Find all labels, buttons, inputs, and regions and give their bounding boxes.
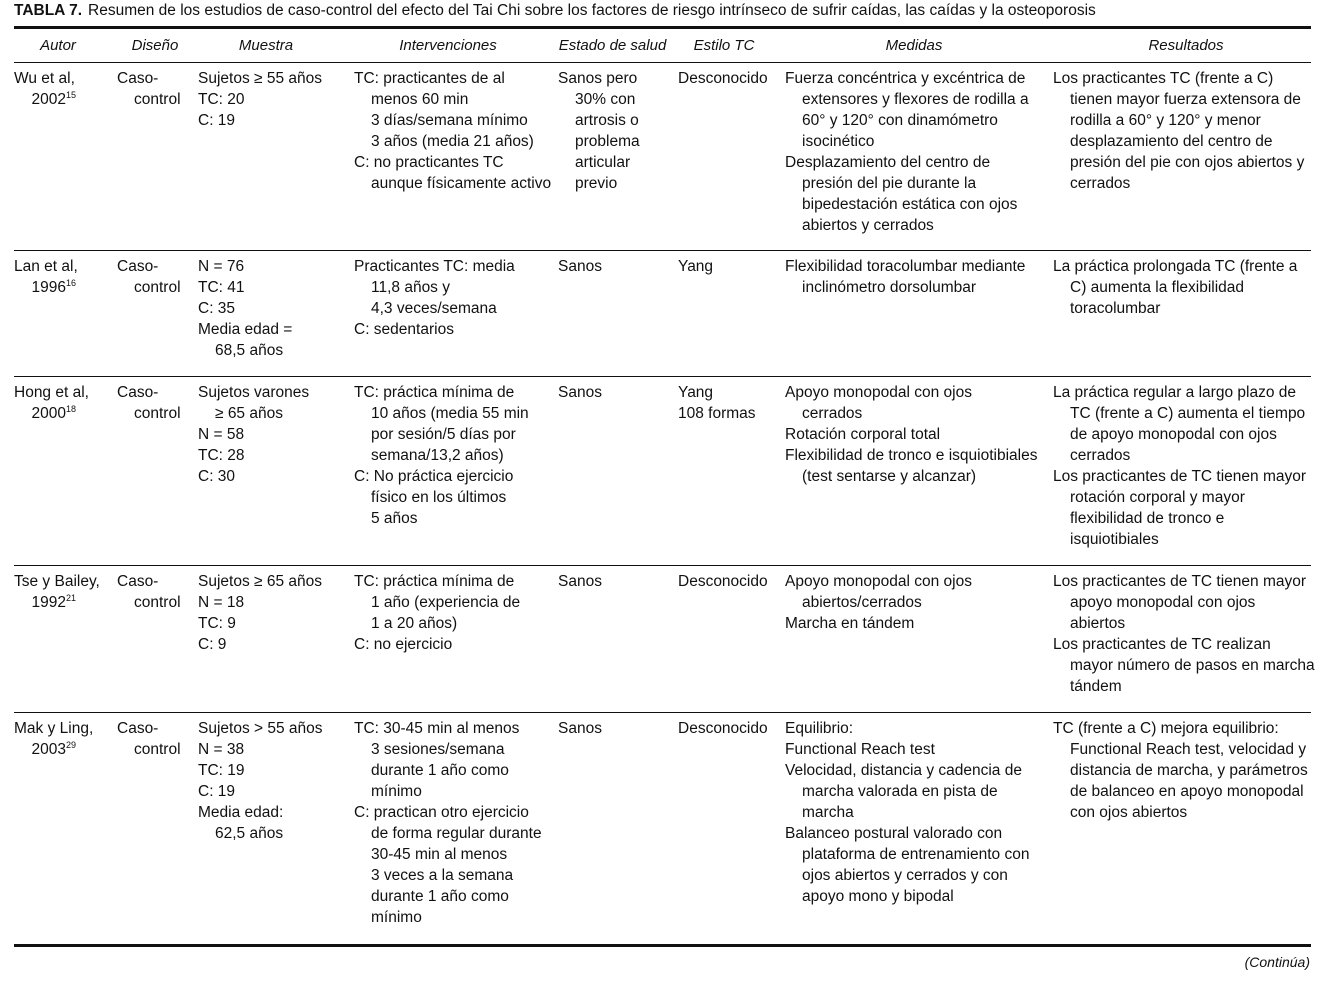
cell-estilo	[678, 571, 778, 592]
autor-line: Tse y Bailey,	[14, 573, 100, 590]
estado-line: previo	[575, 175, 618, 192]
cell-resultados	[1053, 718, 1311, 823]
intervenciones-line: 11,8 años y	[371, 279, 450, 296]
intervenciones-line: TC: práctica mínima de	[354, 384, 515, 401]
medidas-line: Functional Reach test	[785, 741, 935, 758]
resultados-line: con ojos abiertos	[1070, 804, 1188, 821]
intervenciones-line: 3 veces a la semana	[371, 867, 514, 884]
intervenciones-line: 3 días/semana mínimo	[371, 112, 528, 129]
cell-medidas	[785, 256, 1050, 298]
resultados-line: tienen mayor fuerza extensora de	[1070, 91, 1301, 108]
header-diseno: Diseño	[131, 37, 179, 54]
resultados-line: Los practicantes TC (frente a C)	[1053, 70, 1274, 87]
diseno-line: Caso-	[117, 720, 159, 737]
diseno-line: control	[134, 91, 181, 108]
cell-diseno	[117, 256, 189, 298]
cell-intervenciones	[354, 571, 554, 655]
table-row	[14, 713, 1311, 946]
intervenciones-line: aunque físicamente activo	[371, 175, 552, 192]
intervenciones-line: de forma regular durante	[371, 825, 542, 842]
resultados-line: TC (frente a C) aumenta el tiempo	[1070, 405, 1306, 422]
resultados-line: tándem	[1070, 678, 1122, 695]
cell-estilo	[678, 718, 778, 739]
cell-estado	[558, 571, 668, 592]
cell-estado	[558, 382, 668, 403]
muestra-line: TC: 20	[198, 91, 245, 108]
intervenciones-line: 1 a 20 años)	[371, 615, 458, 632]
cell-diseno	[117, 571, 189, 613]
muestra-line: 68,5 años	[215, 342, 284, 359]
cell-medidas	[785, 571, 1050, 634]
muestra-line: Sujetos > 55 años	[198, 720, 323, 737]
cell-muestra	[198, 571, 348, 655]
intervenciones-line: 1 año (experiencia de	[371, 594, 521, 611]
muestra-line: N = 76	[198, 258, 245, 275]
resultados-line: cerrados	[1070, 447, 1131, 464]
estilo-line: Yang	[678, 258, 714, 275]
intervenciones-line: físico en los últimos	[371, 489, 507, 506]
muestra-line: Media edad:	[198, 804, 284, 821]
table-caption	[14, 2, 1314, 20]
medidas-line: Marcha en tándem	[785, 615, 915, 632]
resultados-line: toracolumbar	[1070, 300, 1161, 317]
medidas-line: Flexibilidad de tronco e isquiotibiales	[785, 447, 1038, 464]
medidas-line: presión del pie durante la	[802, 175, 977, 192]
header-autor: Autor	[40, 37, 76, 54]
medidas-line: plataforma de entrenamiento con	[802, 846, 1030, 863]
diseno-line: Caso-	[117, 70, 159, 87]
table-title: Resumen de los estudios de caso-control del efecto del Tai Chi sobre los factores de riesgo intrínseco de sufrir caídas, las caídas y la osteoporosis	[88, 2, 1096, 19]
muestra-line: ≥ 65 años	[215, 405, 283, 422]
cell-estado	[558, 718, 668, 739]
autor-line: 1992$^{21}$	[31, 592, 76, 611]
cell-intervenciones	[354, 718, 554, 928]
intervenciones-line: menos 60 min	[371, 91, 469, 108]
resultados-line: cerrados	[1070, 175, 1131, 192]
intervenciones-line: 30-45 min al menos	[371, 846, 508, 863]
muestra-line: C: 30	[198, 468, 236, 485]
header-resultados: Resultados	[1148, 37, 1224, 54]
diseno-line: control	[134, 279, 181, 296]
cell-diseno	[117, 718, 189, 760]
cell-estado	[558, 256, 668, 277]
cell-muestra	[198, 256, 348, 361]
estado-line: articular	[575, 154, 631, 171]
intervenciones-line: por sesión/5 días por	[371, 426, 516, 443]
cell-medidas	[785, 68, 1050, 236]
intervenciones-line: 3 años (media 21 años)	[371, 133, 534, 150]
cell-diseno	[117, 382, 189, 424]
header-estilo-tc: Estilo TC	[693, 37, 755, 54]
intervenciones-line: C: No práctica ejercicio	[354, 468, 514, 485]
reference-number: 16	[65, 277, 76, 288]
medidas-line: 60° y 120° con dinamómetro	[802, 112, 998, 129]
resultados-line: Functional Reach test, velocidad y	[1070, 741, 1307, 758]
resultados-line: TC (frente a C) mejora equilibrio:	[1053, 720, 1279, 737]
estilo-line: Yang	[678, 384, 714, 401]
cell-medidas	[785, 382, 1050, 487]
intervenciones-line: C: sedentarios	[354, 321, 454, 338]
medidas-line: marcha	[802, 804, 854, 821]
diseno-line: Caso-	[117, 258, 159, 275]
medidas-line: abiertos/cerrados	[802, 594, 922, 611]
table-row	[14, 566, 1315, 713]
header-muestra: Muestra	[238, 37, 294, 54]
muestra-line: N = 58	[198, 426, 245, 443]
header-intervenciones: Intervenciones	[399, 37, 497, 54]
reference-number: 29	[65, 739, 76, 750]
cell-resultados	[1053, 382, 1311, 550]
table-label: TABLA 7.	[14, 2, 83, 19]
resultados-line: apoyo monopodal con ojos	[1070, 594, 1256, 611]
resultados-line: rotación corporal y mayor	[1070, 489, 1245, 506]
cell-diseno	[117, 68, 189, 110]
intervenciones-line: C: no practicantes TC	[354, 154, 504, 171]
header-medidas: Medidas	[885, 37, 943, 54]
cell-intervenciones	[354, 382, 554, 529]
resultados-line: La práctica regular a largo plazo de	[1053, 384, 1296, 401]
header-estado-salud: Estado de salud	[558, 37, 667, 54]
intervenciones-line: Practicantes TC: media	[354, 258, 515, 275]
intervenciones-line: C: practican otro ejercicio	[354, 804, 529, 821]
autor-line: 2003$^{29}$	[31, 739, 76, 758]
autor-line: Wu et al,	[14, 70, 75, 87]
cell-autor	[14, 68, 76, 110]
reference-number: 15	[65, 89, 76, 100]
cell-autor	[14, 718, 94, 760]
top-rule	[14, 26, 1311, 29]
resultados-line: de apoyo monopodal con ojos	[1070, 426, 1277, 443]
medidas-line: Rotación corporal total	[785, 426, 941, 443]
medidas-line: inclinómetro dorsolumbar	[802, 279, 977, 296]
intervenciones-line: 10 años (media 55 min	[371, 405, 529, 422]
medidas-line: cerrados	[802, 405, 863, 422]
resultados-line: desplazamiento del centro de	[1070, 133, 1273, 150]
estado-line: artrosis o	[575, 112, 639, 129]
resultados-line: flexibilidad de tronco e	[1070, 510, 1225, 527]
table-row	[14, 377, 1311, 566]
cell-resultados	[1053, 256, 1311, 319]
table-row	[14, 63, 1311, 251]
medidas-line: Equilibrio:	[785, 720, 854, 737]
intervenciones-line: TC: practicantes de al	[354, 70, 505, 87]
resultados-line: de balanceo en apoyo monopodal	[1070, 783, 1304, 800]
intervenciones-line: durante 1 año como	[371, 888, 509, 905]
resultados-line: Los practicantes de TC tienen mayor	[1053, 468, 1307, 485]
muestra-line: TC: 41	[198, 279, 245, 296]
cell-autor	[14, 382, 89, 424]
resultados-line: abiertos	[1070, 615, 1126, 632]
cell-autor	[14, 571, 100, 613]
resultados-line: C) aumenta la flexibilidad	[1070, 279, 1245, 296]
muestra-line: C: 19	[198, 112, 236, 129]
medidas-line: Flexibilidad toracolumbar mediante	[785, 258, 1026, 275]
muestra-line: TC: 9	[198, 615, 236, 632]
cell-resultados	[1053, 68, 1311, 194]
medidas-line: (test sentarse y alcanzar)	[802, 468, 977, 485]
muestra-line: 62,5 años	[215, 825, 284, 842]
intervenciones-line: mínimo	[371, 783, 422, 800]
estilo-line: Desconocido	[678, 573, 768, 590]
muestra-line: Sujetos ≥ 65 años	[198, 573, 322, 590]
estilo-line: Desconocido	[678, 70, 768, 87]
cell-medidas	[785, 718, 1050, 907]
bottom-rule	[14, 944, 1311, 947]
resultados-line: Los practicantes de TC tienen mayor	[1053, 573, 1307, 590]
muestra-line: Sujetos ≥ 55 años	[198, 70, 322, 87]
resultados-line: distancia de marcha, y parámetros	[1070, 762, 1308, 779]
autor-line: 2000$^{18}$	[31, 403, 76, 422]
medidas-line: isocinético	[802, 133, 875, 150]
cell-muestra	[198, 68, 348, 131]
medidas-line: abiertos y cerrados	[802, 217, 934, 234]
cell-muestra	[198, 382, 348, 487]
cell-intervenciones	[354, 68, 554, 194]
estado-line: problema	[575, 133, 640, 150]
diseno-line: Caso-	[117, 573, 159, 590]
estado-line: Sanos pero	[558, 70, 638, 87]
cell-estilo	[678, 256, 778, 277]
medidas-line: Apoyo monopodal con ojos	[785, 384, 972, 401]
cell-intervenciones	[354, 256, 554, 340]
estilo-line: 108 formas	[678, 405, 756, 422]
autor-line: Mak y Ling,	[14, 720, 94, 737]
medidas-line: ojos abiertos y cerrados y con	[802, 867, 1008, 884]
medidas-line: Balanceo postural valorado con	[785, 825, 1003, 842]
medidas-line: apoyo mono y bipodal	[802, 888, 954, 905]
intervenciones-line: TC: práctica mínima de	[354, 573, 515, 590]
muestra-line: N = 18	[198, 594, 245, 611]
estilo-line: Desconocido	[678, 720, 768, 737]
muestra-line: N = 38	[198, 741, 245, 758]
estado-line: Sanos	[558, 573, 602, 590]
diseno-line: control	[134, 594, 181, 611]
medidas-line: Apoyo monopodal con ojos	[785, 573, 972, 590]
muestra-line: C: 9	[198, 636, 227, 653]
resultados-line: presión del pie con ojos abiertos y	[1070, 154, 1305, 171]
medidas-line: marcha valorada en pista de	[802, 783, 998, 800]
estado-line: 30% con	[575, 91, 636, 108]
reference-number: 21	[65, 592, 76, 603]
medidas-line: Desplazamiento del centro de	[785, 154, 991, 171]
autor-line: Hong et al,	[14, 384, 89, 401]
autor-line: 2002$^{15}$	[31, 89, 76, 108]
muestra-line: Media edad =	[198, 321, 293, 338]
muestra-line: TC: 28	[198, 447, 245, 464]
intervenciones-line: mínimo	[371, 909, 422, 926]
cell-resultados	[1053, 571, 1315, 697]
medidas-line: bipedestación estática con ojos	[802, 196, 1018, 213]
diseno-line: Caso-	[117, 384, 159, 401]
resultados-line: Los practicantes de TC realizan	[1053, 636, 1271, 653]
cell-muestra	[198, 718, 348, 844]
reference-number: 18	[65, 403, 76, 414]
resultados-line: mayor número de pasos en marcha	[1070, 657, 1315, 674]
intervenciones-line: TC: 30-45 min al menos	[354, 720, 520, 737]
table-row	[14, 251, 1311, 377]
resultados-line: La práctica prolongada TC (frente a	[1053, 258, 1298, 275]
resultados-line: isquiotibiales	[1070, 531, 1159, 548]
estado-line: Sanos	[558, 258, 602, 275]
muestra-line: Sujetos varones	[198, 384, 310, 401]
medidas-line: Velocidad, distancia y cadencia de	[785, 762, 1022, 779]
intervenciones-line: 5 años	[371, 510, 418, 527]
medidas-line: extensores y flexores de rodilla a	[802, 91, 1029, 108]
medidas-line: Fuerza concéntrica y excéntrica de	[785, 70, 1026, 87]
diseno-line: control	[134, 405, 181, 422]
intervenciones-line: C: no ejercicio	[354, 636, 453, 653]
cell-estilo	[678, 68, 778, 89]
cell-estilo	[678, 382, 778, 424]
autor-line: Lan et al,	[14, 258, 78, 275]
intervenciones-line: 4,3 veces/semana	[371, 300, 497, 317]
muestra-line: C: 19	[198, 783, 236, 800]
intervenciones-line: durante 1 año como	[371, 762, 509, 779]
cell-autor	[14, 256, 76, 298]
continued-note: (Continúa)	[1244, 954, 1310, 970]
intervenciones-line: 3 sesiones/semana	[371, 741, 505, 758]
estado-line: Sanos	[558, 720, 602, 737]
estado-line: Sanos	[558, 384, 602, 401]
muestra-line: TC: 19	[198, 762, 245, 779]
muestra-line: C: 35	[198, 300, 236, 317]
cell-estado	[558, 68, 668, 194]
diseno-line: control	[134, 741, 181, 758]
resultados-line: rodilla a 60° y 120° y menor	[1070, 112, 1261, 129]
intervenciones-line: semana/13,2 años)	[371, 447, 504, 464]
autor-line: 1996$^{16}$	[31, 277, 76, 296]
